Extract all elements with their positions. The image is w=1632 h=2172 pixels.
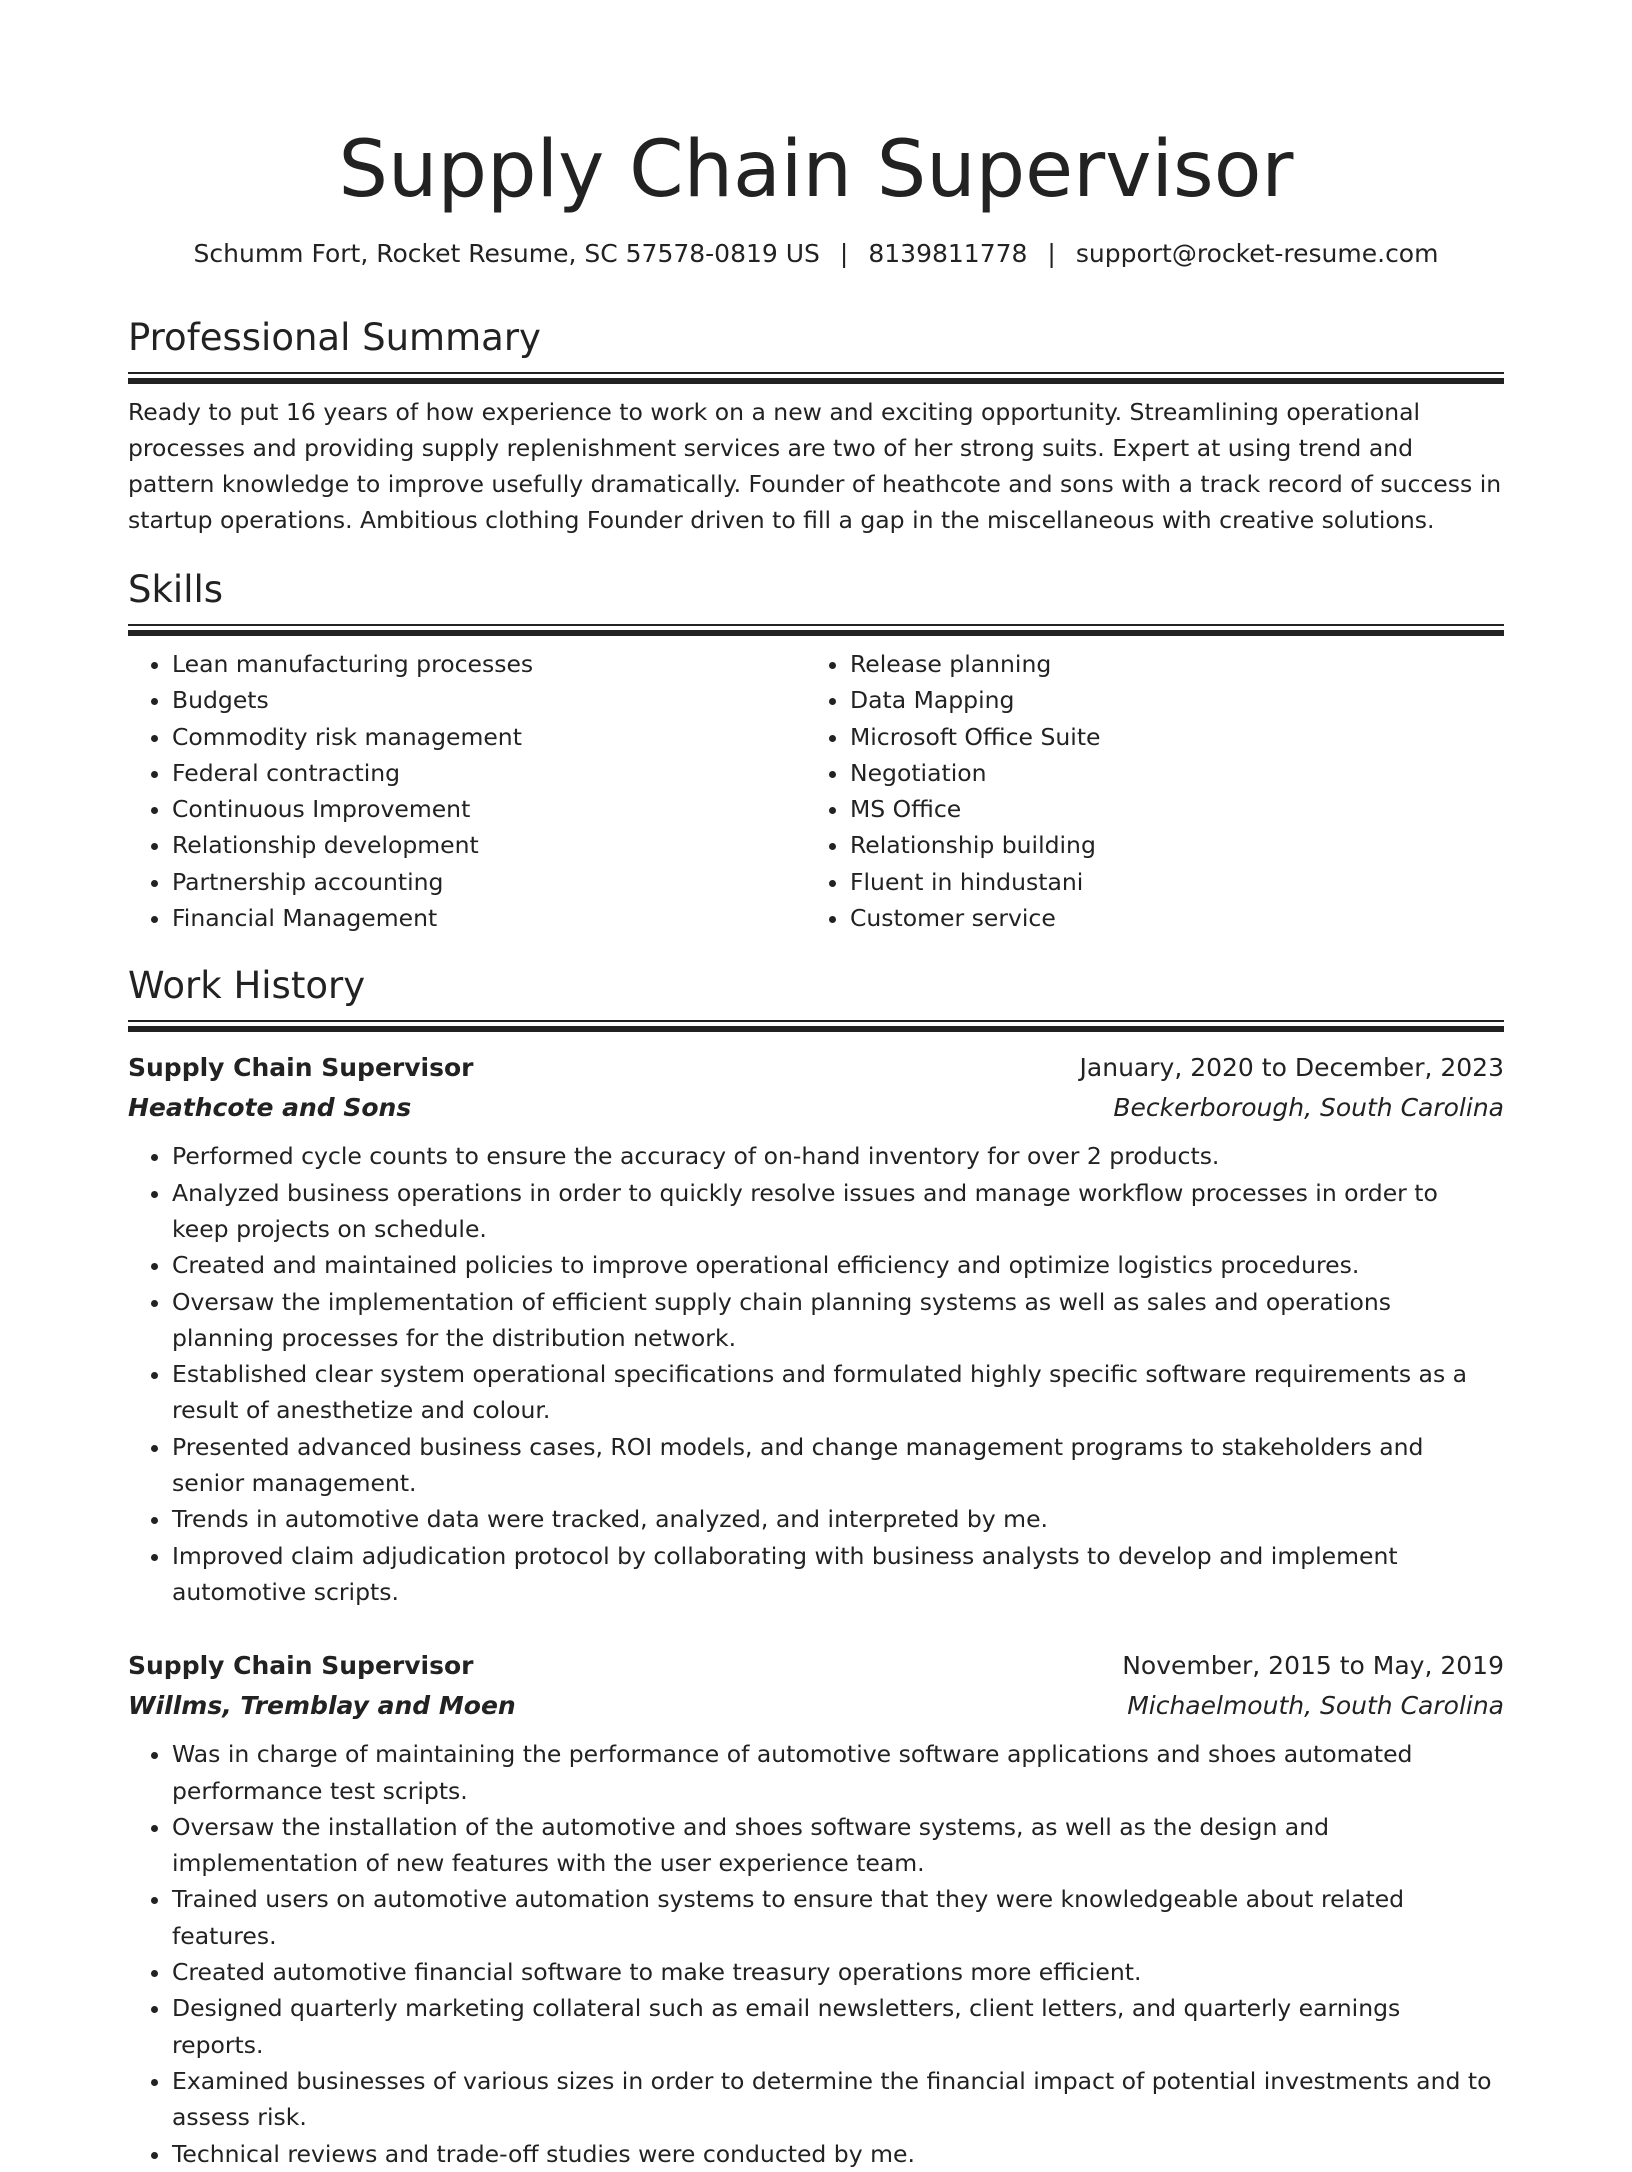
job-company: Heathcote and Sons — [128, 1093, 412, 1123]
resume-name: Supply Chain Supervisor — [338, 125, 1294, 215]
contact-phone: 8139811778 — [868, 239, 1028, 268]
job-dates: November, 2015 to May, 2019 — [1122, 1651, 1504, 1681]
contact-separator: | — [839, 239, 849, 268]
work-history-section — [128, 962, 1504, 2171]
job-bullet: • Created and maintained policies to improve operational efficiency and optimize logistics procedures. — [172, 1247, 1504, 1283]
skill-item: • Negotiation — [850, 755, 1484, 791]
section-divider — [128, 624, 1504, 636]
skill-item: • Lean manufacturing processes — [172, 646, 806, 682]
job-location: Beckerborough, South Carolina — [1113, 1093, 1504, 1123]
job-bullet: • Established clear system operational specifications and formulated highly specific software requirements as a result of anesthetize and colour. — [172, 1356, 1504, 1429]
contact-email: support@rocket-resume.com — [1075, 239, 1439, 268]
job-bullet: • Analyzed business operations in order to quickly resolve issues and manage workflow processes in order to keep projects on schedule. — [172, 1175, 1504, 1248]
job-bullet: • Trained users on automotive automation systems to ensure that they were knowledgeable about related features. — [172, 1881, 1504, 1954]
job-bullet: • Technical reviews and trade-off studies were conducted by me. — [172, 2136, 1504, 2172]
job-entry — [128, 1048, 1504, 1610]
job-bullet: • Presented advanced business cases, ROI models, and change management programs to stakeholders and senior management. — [172, 1429, 1504, 1502]
skill-item: • Partnership accounting — [172, 864, 806, 900]
job-bullet: • Performed cycle counts to ensure the accuracy of on-hand inventory for over 2 products. — [172, 1138, 1504, 1174]
job-title: Supply Chain Supervisor — [128, 1651, 474, 1681]
skills-list-right — [806, 646, 1484, 936]
job-entry — [128, 1646, 1504, 2172]
summary-text: Ready to put 16 years of how experience to work on a new and exciting opportunity. Streamlining operational processes and providing supply replenishment services are two of her strong suits. Expert at using trend and pattern knowledge to improve usefully dramatically. Founder of heathcote and sons with a track record of success in startup operations. Ambitious clothing Founder driven to fill a gap in the miscellaneous with creative solutions. — [128, 398, 1502, 534]
skills-columns — [128, 646, 1504, 936]
job-dates: January, 2020 to December, 2023 — [1079, 1053, 1504, 1083]
job-bullet: • Examined businesses of various sizes in order to determine the financial impact of potential investments and to assess risk. — [172, 2063, 1504, 2136]
resume-page — [128, 0, 1504, 2172]
job-bullet: • Trends in automotive data were tracked, analyzed, and interpreted by me. — [172, 1501, 1504, 1537]
job-company: Willms, Tremblay and Moen — [128, 1691, 516, 1721]
section-title-work-history: Work History — [128, 964, 366, 1008]
skill-item: • Relationship building — [850, 827, 1484, 863]
job-bullet: • Oversaw the implementation of efficient supply chain planning systems as well as sales and operations planning processes for the distribution network. — [172, 1284, 1504, 1357]
skill-item: • Release planning — [850, 646, 1484, 682]
skill-item: • Microsoft Office Suite — [850, 719, 1484, 755]
skill-item: • Federal contracting — [172, 755, 806, 791]
job-header-row — [128, 1646, 1504, 1686]
job-bullets — [128, 1138, 1504, 1610]
job-bullet: • Was in charge of maintaining the performance of automotive software applications and shoes automated performance test scripts. — [172, 1736, 1504, 1809]
job-location: Michaelmouth, South Carolina — [1127, 1691, 1504, 1721]
professional-summary-section — [128, 314, 1504, 538]
skill-item: • Commodity risk management — [172, 719, 806, 755]
skill-item: • Budgets — [172, 682, 806, 718]
job-bullet: • Improved claim adjudication protocol by collaborating with business analysts to develop and implement automotive scripts. — [172, 1538, 1504, 1611]
contact-separator: | — [1047, 239, 1056, 268]
skill-item: • Financial Management — [172, 900, 806, 936]
skill-item: • Fluent in hindustani — [850, 864, 1484, 900]
skill-item: • MS Office — [850, 791, 1484, 827]
section-divider — [128, 1020, 1504, 1032]
section-title-skills: Skills — [128, 568, 224, 611]
contact-line — [128, 238, 1504, 270]
contact-address: Schumm Fort, Rocket Resume, SC 57578-0819 US — [193, 239, 820, 268]
job-company-row — [128, 1686, 1504, 1726]
skills-list-left — [128, 646, 806, 936]
job-title: Supply Chain Supervisor — [128, 1053, 474, 1083]
job-bullets — [128, 1736, 1504, 2172]
job-company-row — [128, 1088, 1504, 1128]
job-bullet: • Oversaw the installation of the automotive and shoes software systems, as well as the design and implementation of new features with the user experience team. — [172, 1809, 1504, 1882]
section-divider — [128, 372, 1504, 384]
skill-item: • Relationship development — [172, 827, 806, 863]
section-title-summary: Professional Summary — [128, 316, 541, 359]
skill-item: • Customer service — [850, 900, 1484, 936]
skill-item: • Data Mapping — [850, 682, 1484, 718]
job-bullet: • Created automotive financial software to make treasury operations more efficient. — [172, 1954, 1504, 1990]
job-header-row — [128, 1048, 1504, 1088]
skill-item: • Continuous Improvement — [172, 791, 806, 827]
skills-section — [128, 566, 1504, 936]
job-bullet: • Designed quarterly marketing collateral such as email newsletters, client letters, and quarterly earnings reports. — [172, 1990, 1504, 2063]
